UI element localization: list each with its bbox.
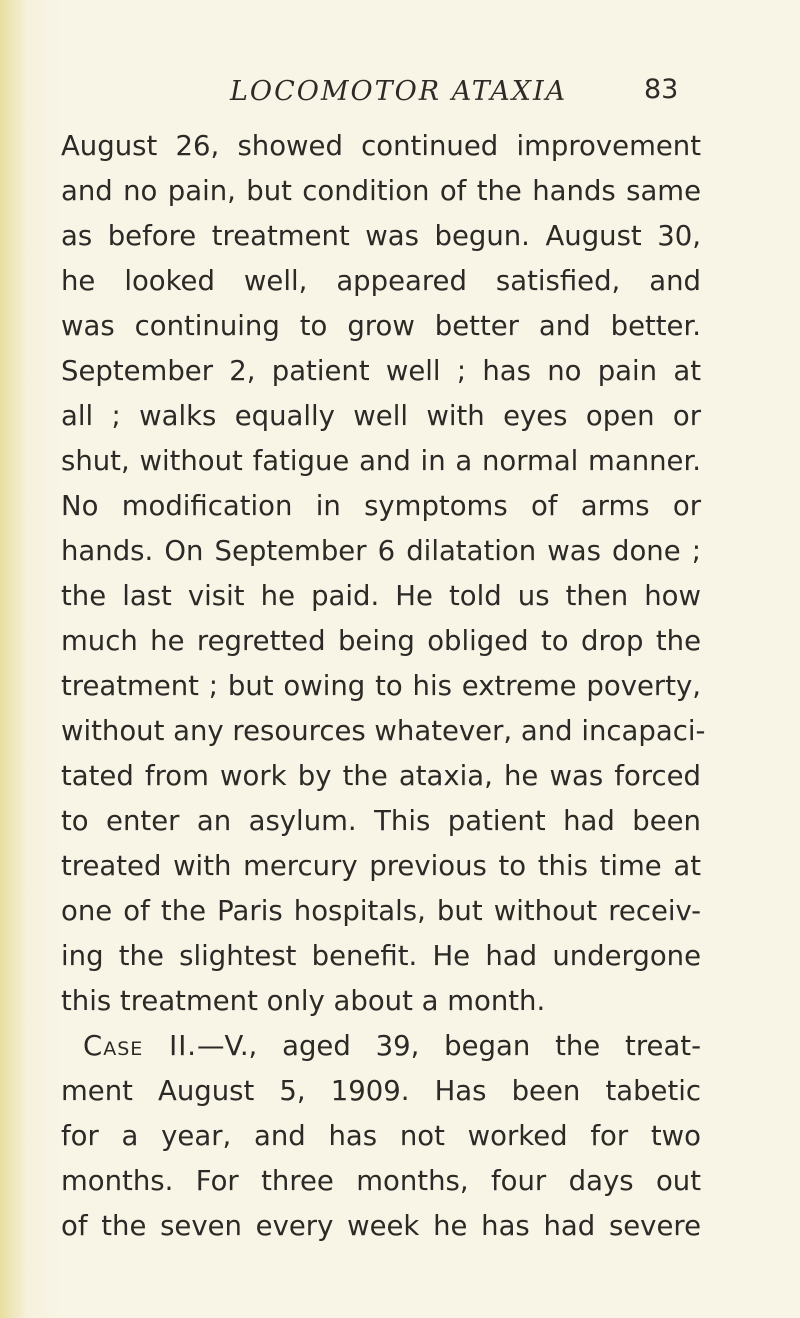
text-line: the last visit he paid. He told us then how <box>61 580 701 612</box>
body-text <box>61 124 706 1249</box>
text-line: No modification in symptoms of arms or <box>61 490 701 522</box>
running-title: LOCOMOTOR ATAXIA <box>230 76 568 107</box>
text-line: shut, without fatigue and in a normal manner. <box>61 445 701 477</box>
text-line: to enter an asylum. This patient had been <box>61 805 701 837</box>
text-line: one of the Paris hospitals, but without receiv- <box>61 895 701 927</box>
text-line: September 2, patient well ; has no pain at <box>61 355 701 387</box>
paragraph-end-line: this treatment only about a month. <box>61 985 546 1017</box>
text-line: treated with mercury previous to this time at <box>61 850 701 882</box>
text-line: for a year, and has not worked for two <box>61 1120 701 1152</box>
text-line: he looked well, appeared satisfied, and <box>61 265 701 297</box>
page-gutter-shadow <box>0 0 26 1318</box>
text-line: of the seven every week he has had severe <box>61 1210 701 1242</box>
text-line: as before treatment was begun. August 30, <box>61 220 701 252</box>
text-line: without any resources whatever, and incapaci- <box>61 715 706 747</box>
case-heading-rest: —V., aged 39, began the treat- <box>197 1030 702 1062</box>
text-line: August 26, showed continued improvement <box>61 130 701 162</box>
text-line: ment August 5, 1909. Has been tabetic <box>61 1075 701 1107</box>
text-line: all ; walks equally well with eyes open or <box>61 400 701 432</box>
text-line: ing the slightest benefit. He had undergone <box>61 940 701 972</box>
case-heading: Case II. <box>83 1030 198 1062</box>
text-line: tated from work by the ataxia, he was forced <box>61 760 701 792</box>
text-line: was continuing to grow better and better. <box>61 310 701 342</box>
case-heading-line <box>61 1024 701 1069</box>
text-line: much he regretted being obliged to drop the <box>61 625 701 657</box>
text-line: treatment ; but owing to his extreme poverty, <box>61 670 701 702</box>
text-line: and no pain, but condition of the hands same <box>61 175 701 207</box>
text-line: hands. On September 6 dilatation was done ; <box>61 535 701 567</box>
text-line: months. For three months, four days out <box>61 1165 701 1197</box>
page-number: 83 <box>644 74 679 105</box>
